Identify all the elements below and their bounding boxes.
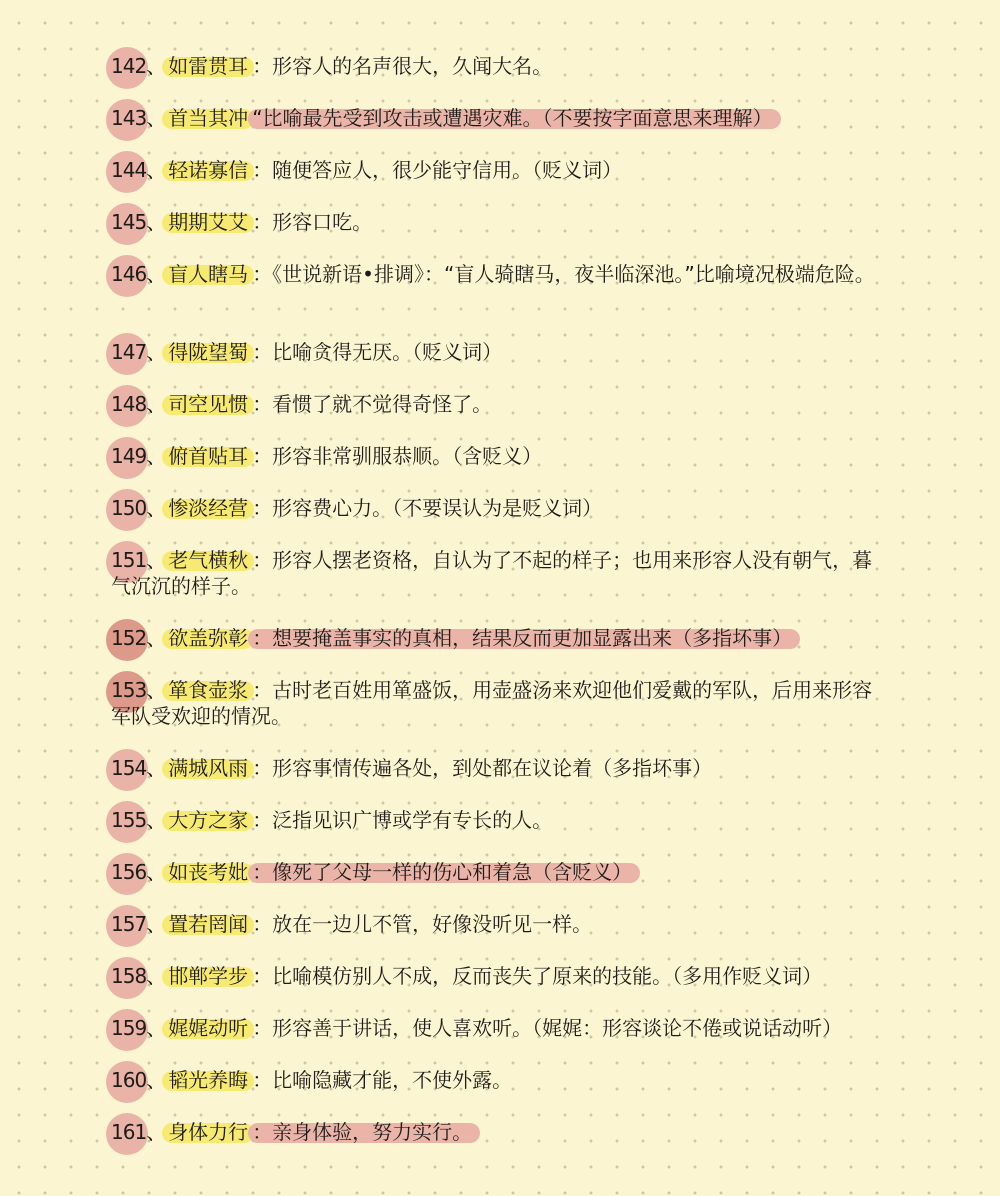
entry-number: 157 [111, 912, 147, 936]
idiom-term: 俯首贴耳 [164, 444, 252, 468]
entry-content [111, 963, 891, 989]
idiom-term: 老气横秋 [164, 548, 252, 572]
entry-number: 145 [111, 210, 147, 234]
idiom-definition: ：随便答应人，很少能守信用。（贬义词） [252, 158, 623, 182]
entry-content [111, 547, 891, 599]
idiom-term: 娓娓动听 [164, 1016, 252, 1040]
entry-number: 155 [111, 808, 147, 832]
idiom-term: 轻诺寡信 [164, 158, 252, 182]
entry-separator: 、 [146, 548, 167, 572]
entry-content [111, 625, 891, 651]
entry-separator: 、 [146, 912, 167, 936]
idiom-definition: ：古时老百姓用箪盛饭，用壶盛汤来欢迎他们爱戴的军队，后用来形容军队受欢迎的情况。 [111, 678, 873, 728]
entry-separator: 、 [146, 54, 167, 78]
idiom-definition: ：《世说新语•排调》：“盲人骑瞎马，夜半临深池。”比喻境况极端危险。 [252, 262, 875, 286]
entry-content [111, 1067, 891, 1093]
entry-number: 161 [111, 1120, 147, 1144]
idiom-term: 惨淡经营 [164, 496, 252, 520]
idiom-definition: ：放在一边儿不管，好像没听见一样。 [252, 912, 593, 936]
entry-number: 160 [111, 1068, 147, 1092]
entry-number: 147 [111, 340, 147, 364]
entry-content [111, 391, 891, 417]
idiom-definition: ：比喻模仿别人不成，反而丧失了原来的技能。（多用作贬义词） [252, 964, 823, 988]
entry-separator: 、 [146, 860, 167, 884]
entry-content [111, 339, 891, 365]
idiom-definition: ：想要掩盖事实的真相，结果反而更加显露出来（多指坏事） [252, 626, 793, 650]
entry-content [111, 677, 891, 729]
entry-content [111, 859, 891, 885]
idiom-term: 司空见惯 [164, 392, 252, 416]
idiom-term: 满城风雨 [164, 756, 252, 780]
entry-separator: 、 [146, 496, 167, 520]
idiom-term: 期期艾艾 [164, 210, 252, 234]
entry-number: 156 [111, 860, 147, 884]
entry-separator: 、 [146, 756, 167, 780]
idiom-definition: ：形容费心力。（不要误认为是贬义词） [252, 496, 603, 520]
idiom-term: 得陇望蜀 [164, 340, 252, 364]
entry-number: 154 [111, 756, 147, 780]
idiom-term: 身体力行 [164, 1120, 252, 1144]
idiom-term: 首当其冲 [164, 106, 252, 130]
entry-separator: 、 [146, 444, 167, 468]
entry-number: 158 [111, 964, 147, 988]
entry-number: 153 [111, 678, 147, 702]
entry-content [111, 261, 891, 287]
idiom-definition: ：形容人的名声很大，久闻大名。 [252, 54, 553, 78]
entry-separator: 、 [146, 1016, 167, 1040]
idiom-definition: ：像死了父母一样的伤心和着急（含贬义） [252, 860, 633, 884]
entry-separator: 、 [146, 808, 167, 832]
idiom-term: 韬光养晦 [164, 1068, 252, 1092]
entry-content [111, 53, 891, 79]
entry-content [111, 105, 891, 131]
entry-content [111, 807, 891, 833]
entry-separator: 、 [146, 158, 167, 182]
entry-number: 149 [111, 444, 147, 468]
entry-number: 142 [111, 54, 147, 78]
idiom-definition: “比喻最先受到攻击或遭遇灾难。（不要按字面意思来理解） [252, 106, 773, 130]
idiom-term: 欲盖弥彰 [164, 626, 252, 650]
entry-number: 148 [111, 392, 147, 416]
entry-separator: 、 [146, 626, 167, 650]
entry-content [111, 443, 891, 469]
entry-separator: 、 [146, 678, 167, 702]
entry-separator: 、 [146, 262, 167, 286]
idiom-definition: ：看惯了就不觉得奇怪了。 [252, 392, 493, 416]
entry-separator: 、 [146, 210, 167, 234]
entry-separator: 、 [146, 964, 167, 988]
entry-separator: 、 [146, 392, 167, 416]
idiom-definition: ：形容善于讲话，使人喜欢听。（娓娓：形容谈论不倦或说话动听） [252, 1016, 843, 1040]
idiom-term: 置若罔闻 [164, 912, 252, 936]
entry-number: 159 [111, 1016, 147, 1040]
idiom-definition: ：形容非常驯服恭顺。（含贬义） [252, 444, 543, 468]
idiom-definition: ：泛指见识广博或学有专长的人。 [252, 808, 553, 832]
idiom-definition: ：比喻贪得无厌。（贬义词） [252, 340, 503, 364]
entry-separator: 、 [146, 1068, 167, 1092]
entry-content [111, 209, 891, 235]
entry-content [111, 911, 891, 937]
idiom-definition: ：形容口吃。 [252, 210, 373, 234]
idiom-definition: ：形容事情传遍各处，到处都在议论着（多指坏事） [252, 756, 713, 780]
entry-content [111, 157, 891, 183]
idiom-definition: ：比喻隐藏才能，不使外露。 [252, 1068, 513, 1092]
entry-number: 144 [111, 158, 147, 182]
entry-number: 146 [111, 262, 147, 286]
entry-content [111, 1015, 891, 1041]
entry-content [111, 755, 891, 781]
idiom-term: 邯郸学步 [164, 964, 252, 988]
entry-number: 143 [111, 106, 147, 130]
idiom-term: 如雷贯耳 [164, 54, 252, 78]
entry-content [111, 1119, 891, 1145]
idiom-term: 箪食壶浆 [164, 678, 252, 702]
entry-separator: 、 [146, 1120, 167, 1144]
entry-content [111, 495, 891, 521]
entry-number: 151 [111, 548, 147, 572]
entry-number: 152 [111, 626, 147, 650]
entry-number: 150 [111, 496, 147, 520]
idiom-term: 如丧考妣 [164, 860, 252, 884]
idiom-term: 大方之家 [164, 808, 252, 832]
idiom-definition: ：亲身体验，努力实行。 [252, 1120, 473, 1144]
idiom-definition: ：形容人摆老资格，自认为了不起的样子；也用来形容人没有朝气，暮气沉沉的样子。 [111, 548, 873, 598]
entry-separator: 、 [146, 340, 167, 364]
idiom-term: 盲人瞎马 [164, 262, 252, 286]
entry-separator: 、 [146, 106, 167, 130]
